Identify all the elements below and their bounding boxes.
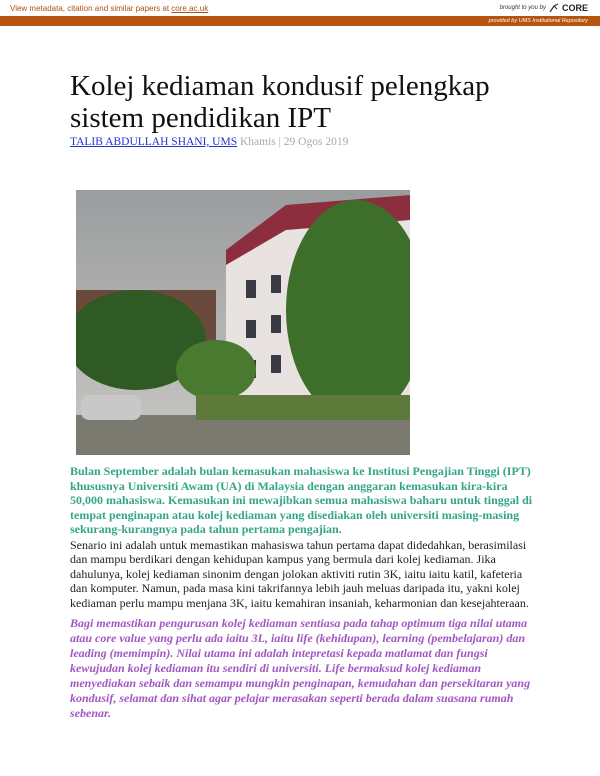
quote-line: menyediakan sebaik dan semampu mungkin penginapan, kemudahan dan persekitaran yang <box>70 676 531 690</box>
article-photo <box>76 190 410 455</box>
provided-by: provided by UMS Institutional Repository <box>488 18 588 24</box>
metadata-notice <box>10 4 208 13</box>
quote-line: atau core value yang perlu ada iaitu 3L, iaitu life (kehidupan), learning (pembelajaran) dan <box>70 631 526 645</box>
lead-line: khususnya Universiti Awam (UA) di Malaysia dengan anggaran kemasukan kira-kira <box>70 478 508 493</box>
brought-by <box>500 3 588 13</box>
body-line: Senario ini adalah untuk memastikan mahasiswa tahun pertama dapat didedahkan, berasimilasi <box>70 537 527 552</box>
article-text <box>70 464 570 721</box>
lead-line: tempat penginapan atau kolej kediaman yang disediakan oleh universiti masing-masing <box>70 507 520 522</box>
brought-text: brought to you by <box>499 5 546 11</box>
lead-line: 50,000 mahasiswa. Kemasukan ini mewajibkan semua mahasiswa baharu untuk tinggal di <box>70 493 533 507</box>
highlight-paragraph <box>70 616 570 721</box>
quote-line: kondusif, selamat dan sihat agar pelajar merasakan seperti berada dalam suasana rumah <box>70 691 514 705</box>
core-banner <box>0 0 600 16</box>
quote-line: leading (memimpin). Nilai utama ini adalah intepretasi kepada matlamat dan fungsi <box>70 646 488 660</box>
body-line: dahulunya, kolej kediaman sinonim dengan jolokan aktiviti rutin 3K, iaitu iaitu katil, kafeteria <box>70 566 523 581</box>
author-link[interactable]: TALIB ABDULLAH SHANI, UMS <box>70 136 238 148</box>
core-logo-text[interactable]: CORE <box>561 3 588 13</box>
metadata-text: View metadata, citation and similar papers at <box>10 4 172 13</box>
body-line: kediaman perlu mampu menjana 3K, iaitu kemahiran insaniah, keharmonian dan kesejahteraan. <box>70 595 529 610</box>
core-link[interactable]: core.ac.uk <box>171 4 209 13</box>
article-title: Kolej kediaman kondusif pelengkap sistem pendidikan IPT <box>70 70 490 134</box>
body-paragraph <box>70 538 570 611</box>
quote-line: kewujudan kolej kediaman itu sendiri di universiti. Life bermaksud kolej kediaman <box>70 661 482 675</box>
lead-paragraph <box>70 464 570 537</box>
byline <box>70 136 348 148</box>
body-line: dan mampu berdikari dengan kehidupan kampus yang bermula dari kolej kediaman. Jika <box>70 552 496 566</box>
core-logo-icon <box>549 3 559 13</box>
lead-line: sekurang-kurangnya pada tahun pertama pengajian. <box>70 522 342 536</box>
publish-date: Khamis | 29 Ogos 2019 <box>239 136 349 148</box>
lead-line: Bulan September adalah bulan kemasukan mahasiswa ke Institusi Pengajian Tinggi (IPT) <box>70 464 531 478</box>
quote-line: Bagi memastikan pengurusan kolej kediaman sentiasa pada tahap optimum tiga nilai utama <box>70 616 528 630</box>
body-line: dan komputer. Namun, pada masa kini takrifannya lebih jauh meluas daripada itu, yakni kolej <box>70 581 520 595</box>
quote-line: sebenar. <box>70 706 112 720</box>
